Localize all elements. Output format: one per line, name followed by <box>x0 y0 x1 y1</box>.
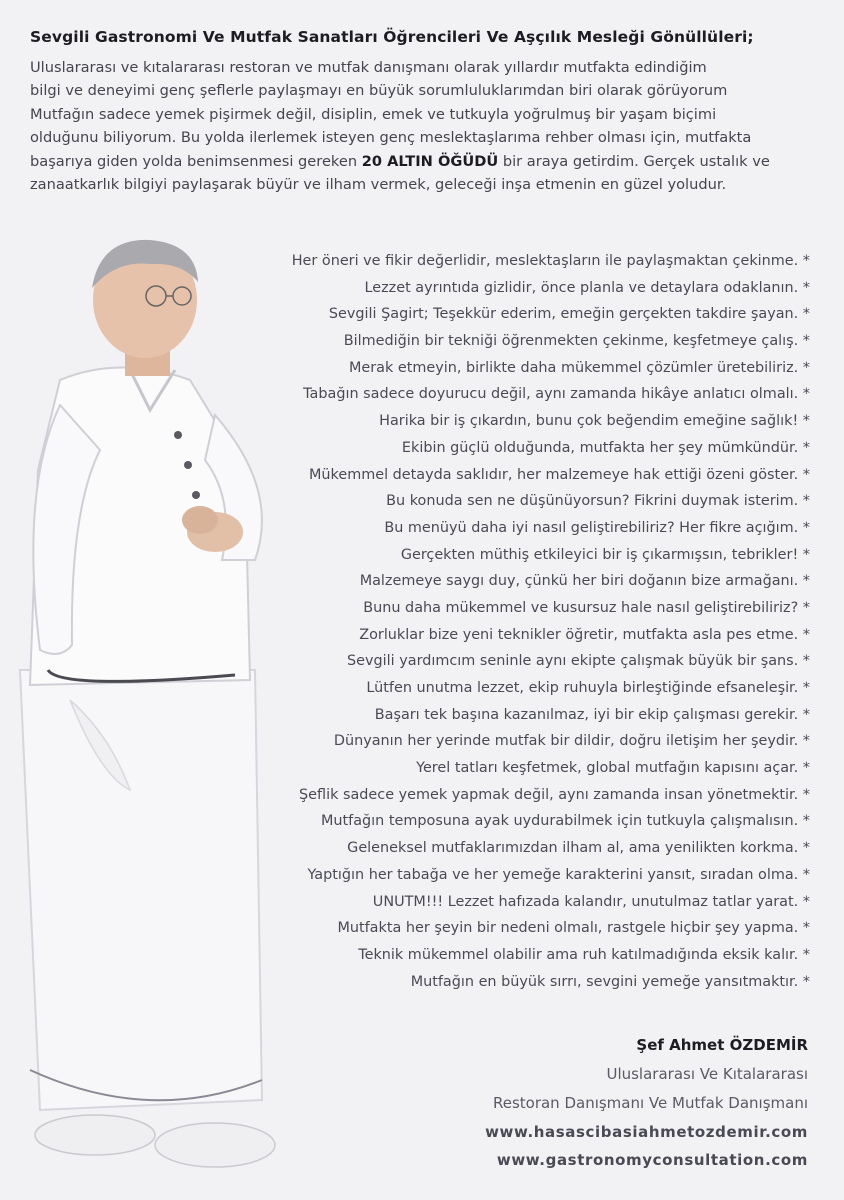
advice-item: Malzemeye saygı duy, çünkü her biri doğanın bize armağanı. * <box>359 573 810 590</box>
advice-item: Mutfağın en büyük sırrı, sevgini yemeğe yansıtmaktır. * <box>410 973 810 990</box>
advice-item: Mükemmel detayda saklıdır, her malzemeye hak ettiği özeni göster. * <box>308 466 810 483</box>
advice-item: Sevgili yardımcım seninle aynı ekipte çalışmak büyük bir şans. * <box>347 653 810 670</box>
advice-item: Zorluklar bize yeni teknikler öğretir, mutfakta asla pes etme. * <box>359 626 810 643</box>
advice-item: Yaptığın her tabağa ve her yemeğe karakterini yansıt, sıradan olma. * <box>307 866 810 883</box>
signature-block <box>485 1030 808 1174</box>
advice-item: Sevgili Şagirt; Teşekkür ederim, emeğin gerçekten takdire şayan. * <box>328 306 810 323</box>
advice-item: Mutfakta her şeyin bir nedeni olmalı, rastgele hiçbir şey yapma. * <box>337 920 810 937</box>
chef-title-line: Restoran Danışmanı Ve Mutfak Danışmanı <box>492 1094 808 1112</box>
advice-item: Ekibin güçlü olduğunda, mutfakta her şey mümkündür. * <box>401 439 810 456</box>
intro-text: bir araya getirdim. Gerçek ustalık ve <box>498 152 770 170</box>
website-link[interactable]: www.gastronomyconsultation.com <box>496 1151 808 1169</box>
advice-item: Bilmediğin bir tekniği öğrenmekten çekinme, keşfetmeye çalış. * <box>343 333 810 350</box>
chef-title-line: Uluslararası Ve Kıtalararası <box>606 1065 808 1083</box>
advice-item: Şeflik sadece yemek yapmak değil, aynı zamanda insan yönetmektir. * <box>299 786 810 803</box>
advice-item: Başarı tek başına kazanılmaz, iyi bir ekip çalışması gerekir. * <box>374 706 810 723</box>
advice-item: Harika bir iş çıkardın, bunu çok beğendim emeğine sağlık! * <box>379 413 810 430</box>
advice-item: Tabağın sadece doyurucu değil, aynı zamanda hikâye anlatıcı olmalı. * <box>303 386 810 403</box>
advice-list <box>170 248 810 995</box>
website-link[interactable]: www.hasascibasiahmetozdemir.com <box>485 1123 808 1141</box>
chef-name: Şef Ahmet ÖZDEMİR <box>636 1036 808 1054</box>
intro-line: zanaatkarlık bilgiyi paylaşarak büyür ve ilham vermek, geleceği inşa etmenin en güzel yoludur. <box>30 176 727 194</box>
advice-item: Dünyanın her yerinde mutfak bir dildir, doğru iletişim her şeydir. * <box>333 733 810 750</box>
poster-heading: Sevgili Gastronomi Ve Mutfak Sanatları Öğrencileri Ve Aşçılık Mesleği Gönüllüleri; <box>30 28 754 46</box>
advice-item: Teknik mükemmel olabilir ama ruh katılmadığında eksik kalır. * <box>358 946 810 963</box>
advice-item: Geleneksel mutfaklarımızdan ilham al, ama yenilikten korkma. * <box>347 840 810 857</box>
advice-item: Bu konuda sen ne düşünüyorsun? Fikrini duymak isterim. * <box>386 493 810 510</box>
advice-item: Yerel tatları keşfetmek, global mutfağın kapısını açar. * <box>416 760 810 777</box>
golden-advice-highlight: 20 ALTIN ÖĞÜDÜ <box>361 152 499 170</box>
intro-line: bilgi ve deneyimi genç şeflerle paylaşmayı en büyük sorumluluklarımdan biri olarak görüyorum <box>30 82 728 100</box>
advice-item: Lezzet ayrıntıda gizlidir, önce planla ve detaylara odaklanın. * <box>364 279 810 296</box>
advice-item: Gerçekten müthiş etkileyici bir iş çıkarmışsın, tebrikler! * <box>400 546 810 563</box>
intro-paragraph <box>30 56 820 196</box>
advice-item: UNUTM!!! Lezzet hafızada kalandır, unutulmaz tatlar yarat. * <box>372 893 810 910</box>
advice-item: Bu menüyü daha iyi nasıl geliştirebiliriz? Her fikre açığım. * <box>384 519 810 536</box>
advice-item: Lütfen unutma lezzet, ekip ruhuyla birleştiğinde efsaneleşir. * <box>366 680 810 696</box>
intro-line: olduğunu biliyorum. Bu yolda ilerlemek isteyen genç meslektaşlarıma rehber olması için, mutfakta <box>30 129 752 147</box>
intro-line <box>30 150 820 173</box>
intro-text: başarıya giden yolda benimsenmesi gereken <box>30 152 362 170</box>
intro-line: Uluslararası ve kıtalararası restoran ve mutfak danışmanı olarak yıllardır mutfakta edindiğim <box>30 59 707 76</box>
advice-item: Her öneri ve fikir değerlidir, meslektaşların ile paylaşmaktan çekinme. * <box>291 253 810 269</box>
advice-item: Mutfağın temposuna ayak uydurabilmek için tutkuyla çalışmalısın. * <box>320 813 810 830</box>
intro-line: Mutfağın sadece yemek pişirmek değil, disiplin, emek ve tutkuyla yoğrulmuş bir yaşam biçimi <box>30 105 717 123</box>
advice-item: Bunu daha mükemmel ve kusursuz hale nasıl geliştirebiliriz? * <box>363 599 810 616</box>
advice-item: Merak etmeyin, birlikte daha mükemmel çözümler üretebiliriz. * <box>348 359 810 376</box>
